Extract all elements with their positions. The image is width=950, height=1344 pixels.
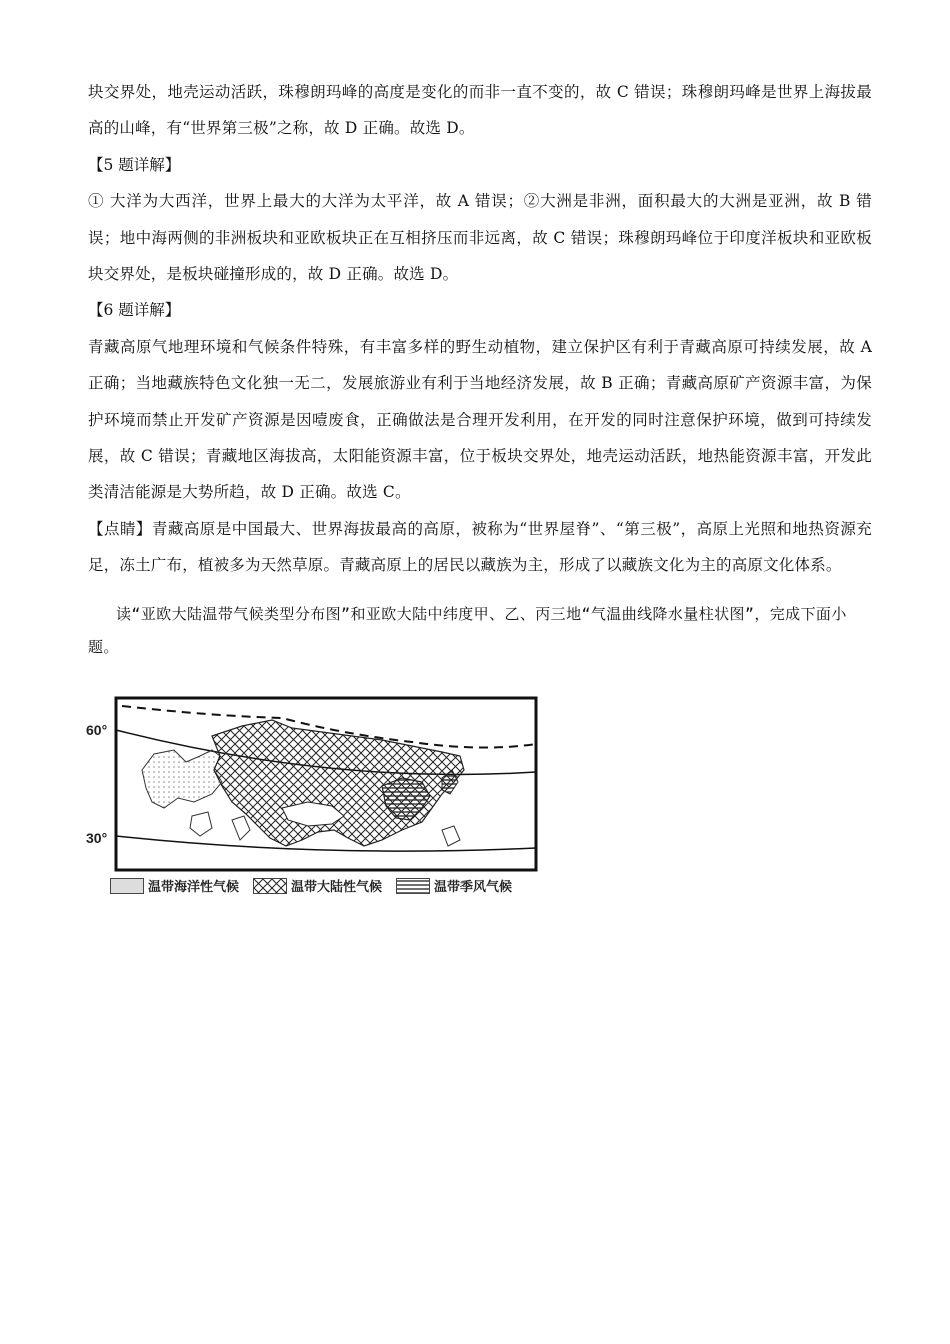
document-body — [88, 74, 872, 664]
legend-item-monsoon — [396, 876, 512, 895]
paragraph-4-end: 块交界处，地壳运动活跃，珠穆朗玛峰的高度是变化的而非一直不变的，故 C 错误；珠穆朗玛峰是世界上海拔最高的山峰，有“世界第三极”之称，故 D 正确。故选 D。 — [88, 83, 872, 138]
heading-q5-detail: 【5 题详解】 — [88, 155, 181, 174]
lat-label-30: 30° — [86, 830, 108, 846]
paragraph-q5: ① 大洋为大西洋，世界上最大的大洋为太平洋，故 A 错误；②大洲是非洲，面积最大的大洲是亚洲，故 B 错误；地中海两侧的非洲板块和亚欧板块正在互相挤压而非远离，故 C 错误；珠穆朗玛峰位于印度洋板块和亚欧板块交界处，是板块碰撞形成的，故 D 正确。故选 D。 — [88, 192, 872, 284]
legend-label-continental: 温带大陆性气候 — [291, 879, 383, 894]
climate-map-figure — [82, 690, 552, 910]
legend-swatch-dots — [110, 878, 144, 894]
legend-item-oceanic — [110, 876, 239, 895]
legend-label-oceanic: 温带海洋性气候 — [148, 879, 240, 894]
legend-swatch-crosshatch — [253, 878, 287, 894]
map-legend — [110, 876, 518, 895]
paragraph-q6: 青藏高原气地理环境和气候条件特殊，有丰富多样的野生动植物，建立保护区有利于青藏高原可持续发展，故 A 正确；当地藏族特色文化独一无二，发展旅游业有利于当地经济发展，故 B 正确；青藏高原矿产资源丰富，为保护环境而禁止开发矿产资源是因噎废食，正确做法是合理开发利用，在开发的同时注意保护环境，做到可持续发展，故 C 错误；青藏地区海拔高，太阳能资源丰富，位于板块交界处，地壳运动活跃，地热能资源丰富，开发此类清洁能源是大势所趋，故 D 正确。故选 C。 — [88, 337, 872, 502]
legend-item-continental — [253, 876, 382, 895]
paragraph-note: 【点睛】青藏高原是中国最大、世界海拔最高的高原，被称为“世界屋脊”、“第三极”，高原上光照和地热资源充足，冻土广布，植被多为天然草原。青藏高原上的居民以藏族为主，形成了以藏族文化为主的高原文化体系。 — [88, 519, 872, 575]
eurasia-map — [82, 690, 552, 874]
heading-q6-detail: 【6 题详解】 — [88, 301, 181, 320]
legend-swatch-horizontal — [396, 878, 430, 894]
legend-label-monsoon: 温带季风气候 — [434, 879, 513, 894]
question-intro: 读“亚欧大陆温带气候类型分布图”和亚欧大陆中纬度甲、乙、丙三地“气温曲线降水量柱状图”，完成下面小题。 — [88, 604, 847, 656]
lat-label-60: 60° — [86, 722, 108, 738]
